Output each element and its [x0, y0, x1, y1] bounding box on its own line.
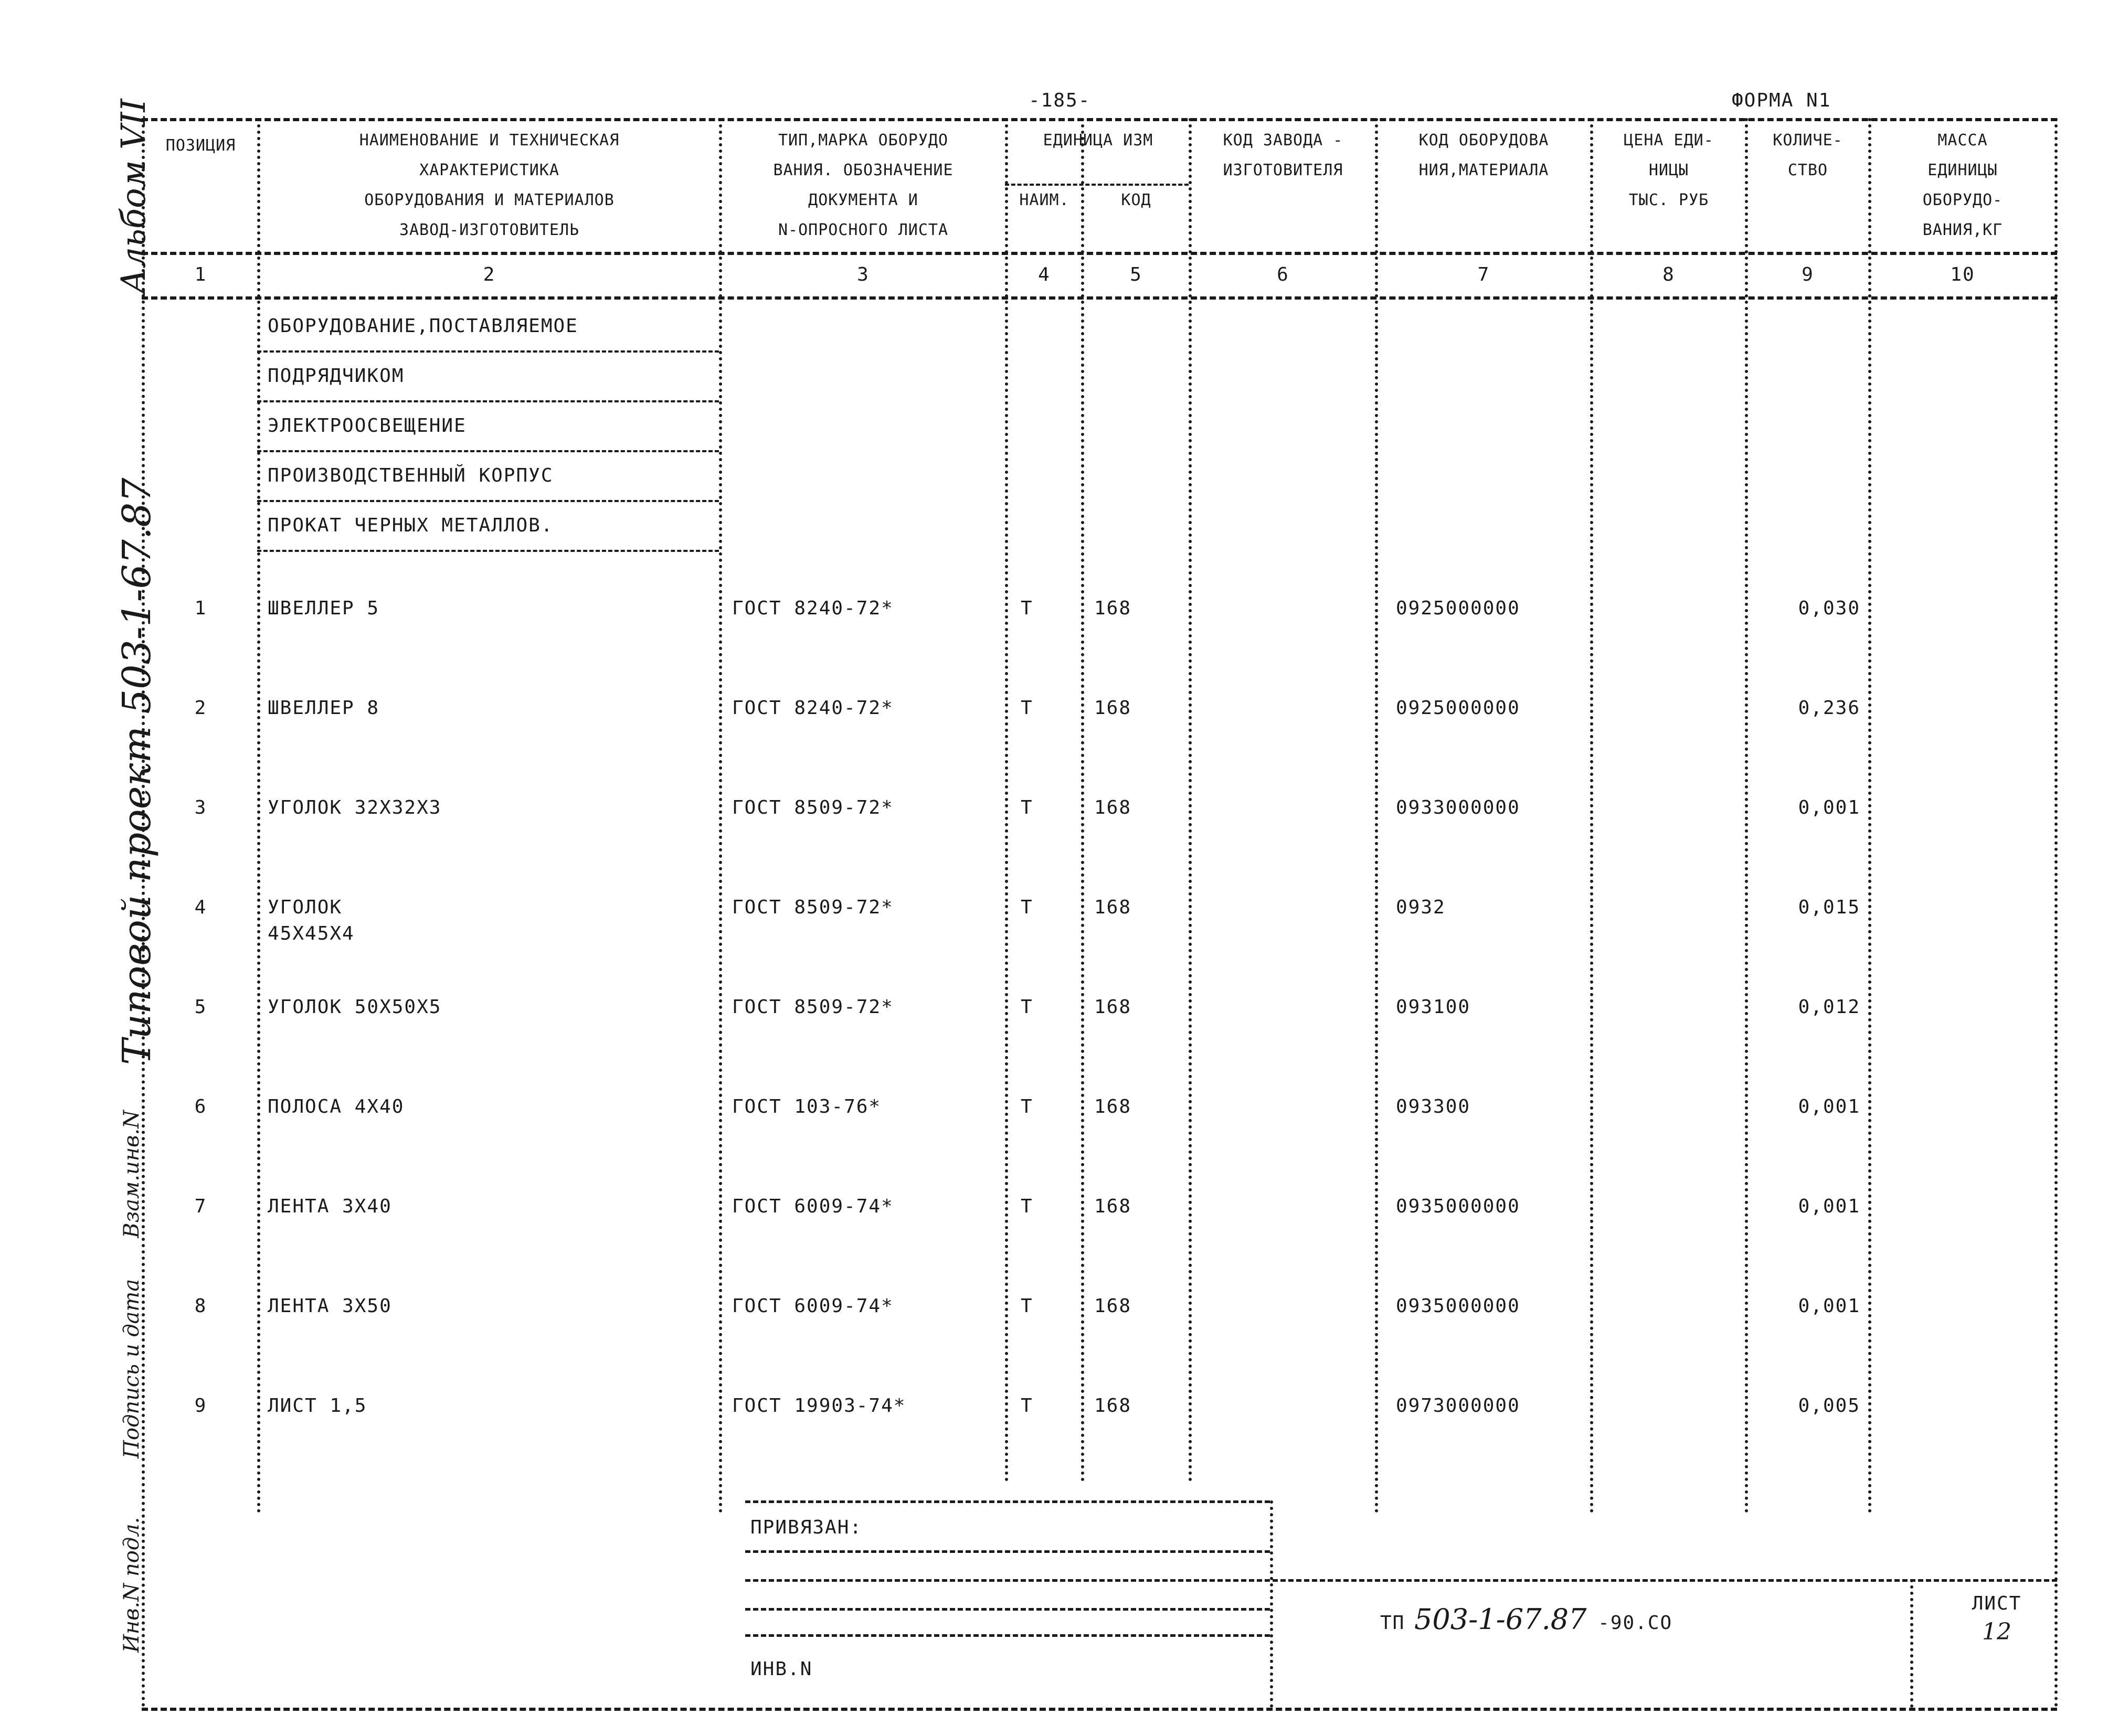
stamp-divider — [1910, 1579, 1913, 1708]
cell-material-code: 0935000000 — [1396, 1295, 1520, 1317]
colnum-4: 4 — [1038, 264, 1051, 285]
cell-name: ЛИСТ 1,5 — [268, 1395, 367, 1417]
doc-code-prefix: ТП — [1380, 1612, 1405, 1634]
header-name-1: НАИМЕНОВАНИЕ И ТЕХНИЧЕСКАЯ — [359, 131, 620, 150]
table-row — [0, 1195, 2108, 1258]
table-row — [0, 1394, 2108, 1457]
colnum-1: 1 — [194, 264, 207, 285]
section-heading: ОБОРУДОВАНИЕ,ПОСТАВЛЯЕМОЕ — [268, 315, 578, 337]
cell-name: ЛЕНТА 3Х50 — [268, 1295, 392, 1317]
section-heading: ПРОИЗВОДСТВЕННЫЙ КОРПУС — [268, 465, 554, 486]
cell-material-code: 0925000000 — [1396, 697, 1520, 719]
stamp-line — [745, 1579, 2057, 1582]
privyazan-label: ПРИВЯЗАН: — [750, 1517, 863, 1538]
cell-name: УГОЛОК — [268, 897, 343, 918]
cell-name: ПОЛОСА 4Х40 — [268, 1096, 405, 1117]
header-position: ПОЗИЦИЯ — [165, 136, 236, 155]
cell-unit: Т — [1021, 1096, 1033, 1117]
unit-subheader-line — [1005, 184, 1189, 186]
header-doc-3: ДОКУМЕНТА И — [808, 191, 918, 209]
cell-quantity: 0,005 — [1798, 1395, 1860, 1417]
cell-material-code: 093300 — [1396, 1096, 1471, 1117]
cell-position: 7 — [194, 1196, 207, 1217]
cell-position: 9 — [194, 1395, 207, 1417]
cell-material-code: 0935000000 — [1396, 1196, 1520, 1217]
cell-quantity: 0,001 — [1798, 1295, 1860, 1317]
cell-position: 4 — [194, 897, 207, 918]
header-plant-code-1: КОД ЗАВОДА - — [1223, 131, 1343, 150]
header-price-3: ТЫС. РУБ — [1628, 191, 1709, 209]
header-price-1: ЦЕНА ЕДИ- — [1624, 131, 1714, 150]
header-mat-code-1: КОД ОБОРУДОВА — [1418, 131, 1549, 150]
colnum-6: 6 — [1277, 264, 1289, 285]
cell-name: УГОЛОК 32Х32Х3 — [268, 797, 442, 818]
cell-unit: Т — [1021, 996, 1033, 1018]
table-row — [0, 896, 2108, 959]
table-row — [0, 697, 2108, 760]
section-divider — [257, 450, 719, 452]
cell-doc: ГОСТ 8509-72* — [732, 797, 894, 818]
podpis-label: Подпись и дата — [120, 1279, 144, 1458]
stamp-line — [745, 1550, 1270, 1553]
colnum-8: 8 — [1662, 264, 1675, 285]
cell-doc: ГОСТ 8240-72* — [732, 697, 894, 719]
section-heading: ПРОКАТ ЧЕРНЫХ МЕТАЛЛОВ. — [268, 515, 554, 536]
colnum-7: 7 — [1477, 264, 1490, 285]
cell-unit-code: 168 — [1094, 598, 1132, 619]
header-qty-1: КОЛИЧЕ- — [1773, 131, 1843, 150]
cell-material-code: 0973000000 — [1396, 1395, 1520, 1417]
cell-position: 3 — [194, 797, 207, 818]
cell-unit-code: 168 — [1094, 996, 1132, 1018]
colnum-3: 3 — [857, 264, 870, 285]
cell-quantity: 0,030 — [1798, 598, 1860, 619]
header-mass-1: МАССА — [1937, 131, 1988, 150]
cell-quantity: 0,015 — [1798, 897, 1860, 918]
stamp-line — [745, 1608, 1270, 1611]
cell-doc: ГОСТ 19903-74* — [732, 1395, 906, 1417]
header-name-4: ЗАВОД-ИЗГОТОВИТЕЛЬ — [399, 221, 580, 239]
cell-material-code: 0925000000 — [1396, 598, 1520, 619]
cell-name: ЛЕНТА 3Х40 — [268, 1196, 392, 1217]
cell-unit: Т — [1021, 1295, 1033, 1317]
cell-unit: Т — [1021, 1395, 1033, 1417]
header-qty-2: СТВО — [1787, 161, 1828, 179]
table-row — [0, 597, 2108, 660]
cell-doc: ГОСТ 6009-74* — [732, 1196, 894, 1217]
cell-unit-code: 168 — [1094, 897, 1132, 918]
table-top-line — [142, 118, 2057, 121]
album-label: Альбом VII — [114, 99, 153, 294]
section-divider — [257, 550, 719, 552]
cell-quantity: 0,236 — [1798, 697, 1860, 719]
colnum-10: 10 — [1950, 264, 1975, 285]
table-row — [0, 1095, 2108, 1158]
header-name-3: ОБОРУДОВАНИЯ И МАТЕРИАЛОВ — [364, 191, 615, 209]
sheet-number: 12 — [1982, 1618, 2011, 1645]
table-row — [0, 996, 2108, 1059]
header-doc-1: ТИП,МАРКА ОБОРУДО — [778, 131, 949, 150]
cell-doc: ГОСТ 8509-72* — [732, 897, 894, 918]
cell-name: ШВЕЛЛЕР 5 — [268, 598, 380, 619]
doc-code-suffix: -90.СО — [1598, 1612, 1673, 1634]
cell-quantity: 0,012 — [1798, 996, 1860, 1018]
document-code — [1380, 1603, 1672, 1636]
cell-unit: Т — [1021, 1196, 1033, 1217]
table-row — [0, 1295, 2108, 1358]
header-mass-3: ОБОРУДО- — [1922, 191, 2003, 209]
cell-unit: Т — [1021, 897, 1033, 918]
colnum-5: 5 — [1130, 264, 1142, 285]
cell-position: 2 — [194, 697, 207, 719]
cell-unit-code: 168 — [1094, 1196, 1132, 1217]
header-mass-4: ВАНИЯ,КГ — [1922, 221, 2003, 239]
cell-position: 5 — [194, 996, 207, 1018]
header-plant-code-2: ИЗГОТОВИТЕЛЯ — [1223, 161, 1343, 179]
stamp-line — [745, 1500, 1270, 1503]
stamp-line — [745, 1634, 1270, 1637]
header-unit: ЕДИНИЦА ИЗМ — [1043, 131, 1153, 150]
table-bottom-line — [142, 1708, 2057, 1711]
section-heading: ПОДРЯДЧИКОМ — [268, 365, 405, 387]
header-name-2: ХАРАКТЕРИСТИКА — [419, 161, 559, 179]
cell-unit-code: 168 — [1094, 797, 1132, 818]
section-heading: ЭЛЕКТРООСВЕЩЕНИЕ — [268, 415, 467, 436]
table-row — [0, 796, 2108, 859]
doc-code-handwritten: 503-1-67.87 — [1414, 1603, 1587, 1636]
cell-unit: Т — [1021, 797, 1033, 818]
cell-name-line2: 45Х45Х4 — [268, 923, 355, 944]
cell-quantity: 0,001 — [1798, 797, 1860, 818]
section-divider — [257, 400, 719, 402]
sheet-label: ЛИСТ — [1972, 1593, 2022, 1614]
header-mat-code-2: НИЯ,МАТЕРИАЛА — [1418, 161, 1549, 179]
cell-unit-code: 168 — [1094, 697, 1132, 719]
cell-material-code: 0932 — [1396, 897, 1446, 918]
cell-position: 8 — [194, 1295, 207, 1317]
inv-label: Инв.N подл. — [120, 1517, 144, 1653]
header-unit-code: КОД — [1121, 191, 1151, 209]
header-doc-4: N-ОПРОСНОГО ЛИСТА — [778, 221, 949, 239]
section-divider — [257, 500, 719, 502]
section-divider — [257, 350, 719, 353]
cell-unit: Т — [1021, 697, 1033, 719]
cell-unit: Т — [1021, 598, 1033, 619]
cell-quantity: 0,001 — [1798, 1196, 1860, 1217]
cell-doc: ГОСТ 6009-74* — [732, 1295, 894, 1317]
colnum-9: 9 — [1802, 264, 1814, 285]
colnum-bottom-line — [142, 296, 2057, 300]
cell-doc: ГОСТ 103-76* — [732, 1096, 882, 1117]
cell-name: ШВЕЛЛЕР 8 — [268, 697, 380, 719]
cell-unit-code: 168 — [1094, 1395, 1132, 1417]
inv-number-label: ИНВ.N — [750, 1658, 813, 1680]
form-label: ФОРМА N1 — [1732, 90, 1831, 111]
page-number: -185- — [1029, 90, 1091, 111]
cell-unit-code: 168 — [1094, 1096, 1132, 1117]
colnum-2: 2 — [483, 264, 496, 285]
header-mass-2: ЕДИНИЦЫ — [1927, 161, 1998, 179]
vzam-label: Взам.инв.N — [120, 1110, 144, 1238]
cell-material-code: 0933000000 — [1396, 797, 1520, 818]
cell-name: УГОЛОК 50Х50Х5 — [268, 996, 442, 1018]
cell-unit-code: 168 — [1094, 1295, 1132, 1317]
header-doc-2: ВАНИЯ. ОБОЗНАЧЕНИЕ — [773, 161, 954, 179]
cell-doc: ГОСТ 8240-72* — [732, 598, 894, 619]
cell-position: 1 — [194, 598, 207, 619]
header-bottom-line — [142, 252, 2057, 255]
header-unit-name: НАИМ. — [1019, 191, 1069, 209]
header-price-2: НИЦЫ — [1648, 161, 1689, 179]
cell-position: 6 — [194, 1096, 207, 1117]
cell-material-code: 093100 — [1396, 996, 1471, 1018]
project-label: Типовой проект 503-1-67.87 — [114, 477, 160, 1065]
cell-quantity: 0,001 — [1798, 1096, 1860, 1117]
stamp-divider — [1270, 1500, 1273, 1708]
cell-doc: ГОСТ 8509-72* — [732, 996, 894, 1018]
